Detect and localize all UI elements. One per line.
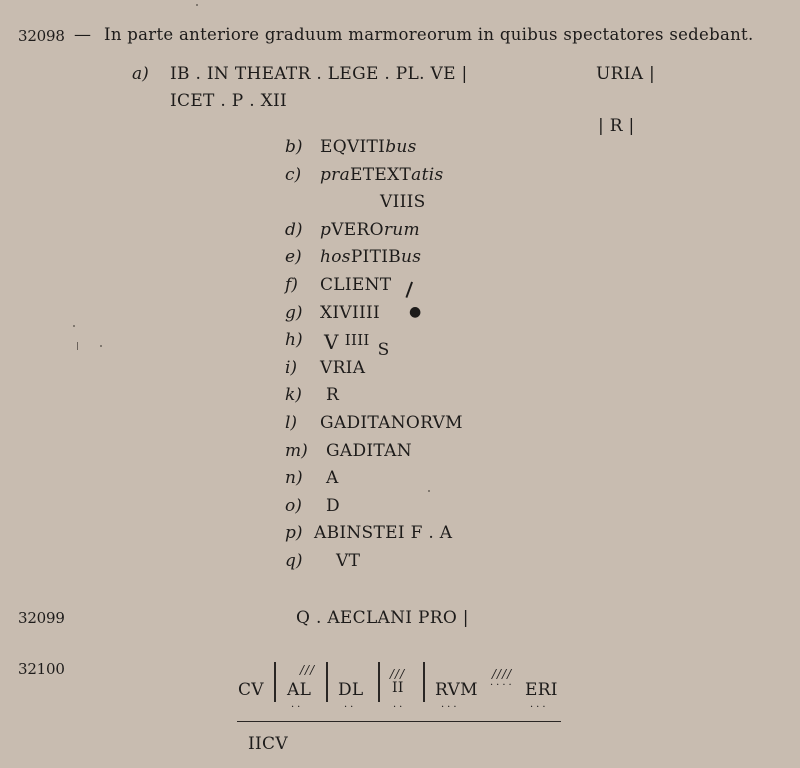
- item-text: [324, 330, 390, 360]
- item-text-part: ABINSTEI F . A: [314, 523, 453, 544]
- paper-speck: [77, 342, 78, 350]
- item-a-right-fragment: | R |: [598, 116, 635, 136]
- fragment-dl: DL: [338, 680, 364, 700]
- item-label: o): [285, 495, 302, 516]
- item-text-part: atis: [411, 164, 444, 185]
- item-a-line1-right: URIA |: [596, 64, 656, 84]
- item-label: k): [285, 385, 302, 406]
- item-label: p): [285, 523, 303, 544]
- item-text-part: R: [326, 385, 340, 406]
- item-text-part: GADITAN: [326, 440, 412, 461]
- divider-bar-2: [326, 662, 328, 702]
- dots-eri: ···: [530, 702, 549, 713]
- item-text: [326, 385, 339, 405]
- dots-al: ··: [291, 702, 304, 713]
- dots-lacuna: ····: [490, 680, 515, 691]
- item-label: n): [285, 468, 303, 489]
- item-text: [320, 247, 421, 267]
- item-text: [320, 137, 417, 157]
- item-text: [320, 413, 463, 433]
- item-text-part: S: [377, 340, 390, 361]
- item-text: [320, 165, 443, 185]
- item-text-part: VERO: [331, 219, 384, 240]
- item-text-part: VRIA: [320, 357, 366, 378]
- entry-number-32100: 32100: [18, 660, 65, 678]
- paper-speck: [100, 345, 102, 347]
- fragment-below: IICV: [248, 734, 288, 754]
- slash-mark-al: ///: [300, 663, 316, 677]
- item-text: [326, 468, 339, 488]
- item-text-part: hos: [320, 247, 351, 268]
- item-text-part: ETEXT: [350, 164, 412, 185]
- item-text-part: PITIB: [350, 247, 402, 268]
- item-label-a: a): [132, 64, 149, 84]
- underline-rule: [237, 721, 561, 722]
- item-text-part: XIVIIII: [320, 302, 381, 323]
- item-label: d): [285, 219, 303, 240]
- entry-32099-text: Q . AECLANI PRO |: [296, 608, 469, 628]
- item-text-part: pra: [320, 164, 351, 185]
- item-text: [336, 551, 360, 571]
- dots-rvm: ···: [441, 702, 460, 713]
- fragment-al: AL: [287, 680, 312, 700]
- item-text-part: V: [324, 330, 339, 355]
- dots-ii: ··: [393, 702, 406, 713]
- item-label: g): [285, 302, 303, 323]
- item-text: [326, 441, 412, 461]
- item-label: l): [285, 413, 298, 433]
- fragment-eri: ERI: [525, 680, 558, 700]
- item-text: [314, 523, 452, 543]
- item-text-part: VIIIS: [380, 192, 426, 213]
- item-label: m): [285, 440, 308, 461]
- item-text-part: IIII: [344, 331, 370, 350]
- dots-dl: ··: [344, 702, 357, 713]
- fragment-cv: CV: [238, 680, 264, 700]
- item-label: f): [285, 275, 298, 295]
- slash-mark-lacuna: ////: [492, 667, 513, 681]
- item-text: [326, 496, 340, 516]
- item-label: e): [285, 247, 302, 268]
- entry-title: In parte anteriore graduum marmoreorum in quibus spectatores sedebant.: [104, 25, 754, 44]
- paper-speck: [196, 4, 198, 6]
- item-label: q): [285, 551, 303, 571]
- item-text-part: EQVITI: [320, 137, 386, 157]
- entry-dash: —: [74, 25, 92, 45]
- item-text-part: us: [401, 247, 422, 268]
- entry-number-32098: 32098: [18, 27, 65, 45]
- ink-mark-g: ●: [409, 304, 422, 320]
- item-text-part: p: [320, 219, 332, 240]
- divider-bar-4: [423, 662, 425, 702]
- divider-bar-3: [378, 662, 380, 702]
- slash-mark-ii: ///: [390, 667, 406, 681]
- item-text-part: GADITANORVM: [320, 413, 463, 433]
- ink-mark-f: ❘: [400, 277, 420, 300]
- item-text-part: D: [326, 495, 340, 516]
- item-a-line1: IB . IN THEATR . LEGE . PL. VE |: [170, 64, 468, 84]
- item-text-part: A: [326, 468, 339, 489]
- item-label: b): [285, 137, 303, 157]
- fragment-rvm: RVM: [435, 680, 478, 700]
- item-label: i): [285, 357, 298, 378]
- item-text-part: VT: [336, 551, 361, 571]
- item-a-line2: ICET . P . XII: [170, 91, 288, 111]
- item-text-part: bus: [385, 137, 417, 157]
- item-text: [320, 358, 365, 378]
- fragment-ii: II: [392, 680, 404, 696]
- item-text: [320, 275, 391, 295]
- item-text-part: CLIENT: [320, 275, 392, 295]
- paper-speck: [428, 490, 430, 492]
- item-text: [320, 220, 420, 240]
- item-label: h): [285, 330, 303, 351]
- item-text-part: rum: [383, 219, 420, 240]
- paper-speck: [73, 325, 75, 327]
- divider-bar-1: [274, 662, 276, 702]
- item-text: [380, 192, 426, 212]
- item-text: [320, 303, 380, 323]
- item-label: c): [285, 164, 302, 185]
- entry-number-32099: 32099: [18, 609, 65, 627]
